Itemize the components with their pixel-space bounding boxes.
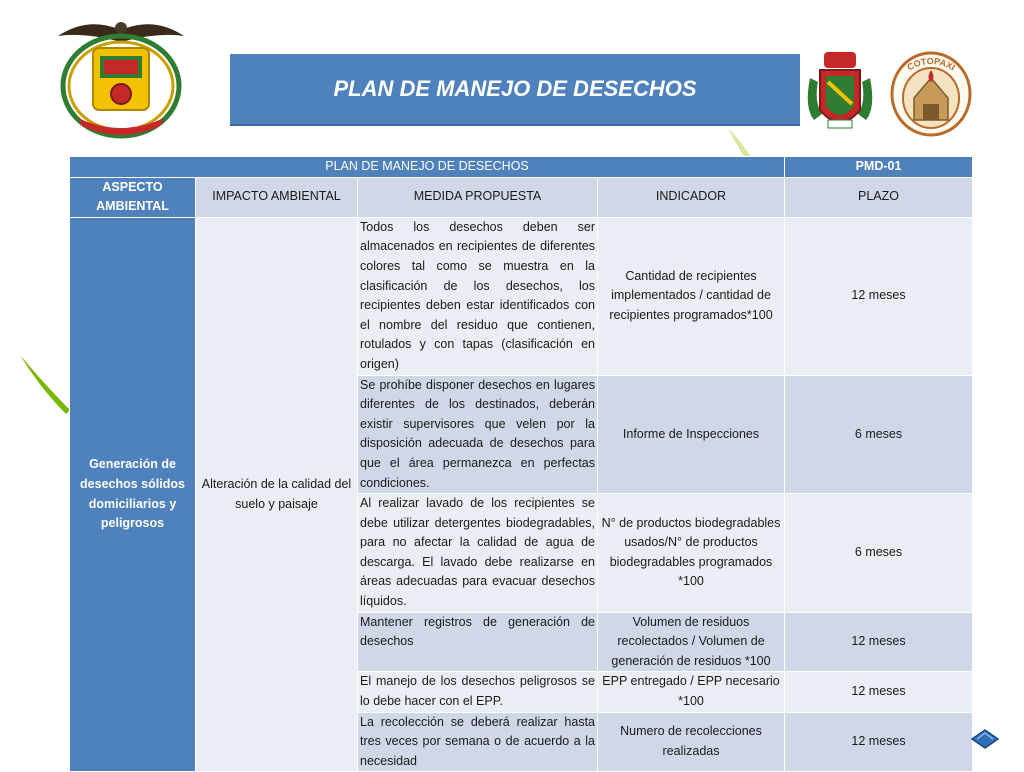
cotopaxi-label: COTOPAXI (905, 55, 957, 73)
term-cell: 6 meses (785, 375, 973, 494)
table-header-row (70, 177, 973, 217)
impact-cell: Alteración de la calidad del suelo y paisaje (196, 217, 358, 772)
term-cell: 12 meses (785, 612, 973, 672)
slide-title: PLAN DE MANEJO DE DESECHOS (333, 76, 697, 101)
indicator-cell: Numero de recolecciones realizadas (598, 712, 785, 772)
column-header-impact: IMPACTO AMBIENTAL (196, 177, 358, 217)
column-header-measure: MEDIDA PROPUESTA (358, 177, 598, 217)
municipal-coat-of-arms-logo (800, 48, 880, 136)
table-title: PLAN DE MANEJO DE DESECHOS (70, 157, 785, 178)
measure-cell: Al realizar lavado de los recipientes se debe utilizar detergentes biodegradables, para no afectar la calidad de agua de descarga. El lavado debe realizarse en áreas adecuadas para evacuar desechos líquidos. (358, 494, 598, 613)
indicator-cell: EPP entregado / EPP necesario *100 (598, 672, 785, 712)
aspect-cell: Generación de desechos sólidos domiciliarios y peligrosos (70, 217, 196, 772)
indicator-cell: Cantidad de recipientes implementados / cantidad de recipientes programados*100 (598, 217, 785, 375)
university-coat-of-arms-logo (48, 8, 194, 140)
table-code: PMD-01 (785, 157, 973, 178)
waste-management-table (69, 156, 973, 772)
term-cell: 12 meses (785, 712, 973, 772)
column-header-indicator: INDICADOR (598, 177, 785, 217)
measure-cell: La recolección se deberá realizar hasta tres veces por semana o de acuerdo a la necesidad (358, 712, 598, 772)
column-header-term: PLAZO (785, 177, 973, 217)
term-cell: 12 meses (785, 217, 973, 375)
slide-title-banner (230, 54, 800, 126)
cotopaxi-arc-text (888, 48, 974, 88)
table-title-row (70, 157, 973, 178)
term-cell: 12 meses (785, 672, 973, 712)
measure-cell: Todos los desechos deben ser almacenados en recipientes de diferentes colores tal como se muestra en la clasificación de los desechos, los recipientes deben estar identificados con el nombre del residuo que contienen, rotulados y con tapas (clasificación en origen) (358, 217, 598, 375)
indicator-cell: Volumen de residuos recolectados / Volumen de generación de residuos *100 (598, 612, 785, 672)
column-header-aspect: ASPECTO AMBIENTAL (70, 177, 196, 217)
indicator-cell: N° de productos biodegradables usados/N° de productos biodegradables programados *100 (598, 494, 785, 613)
next-slide-icon[interactable] (970, 728, 1000, 750)
term-cell: 6 meses (785, 494, 973, 613)
measure-cell: Mantener registros de generación de desechos (358, 612, 598, 672)
svg-text:COTOPAXI (905, 56, 956, 73)
measure-cell: Se prohíbe disponer desechos en lugares diferentes de los destinados, deberán existir supervisores que velen por la disposición adecuada de desechos para que el área permanezca en perfectas condiciones. (358, 375, 598, 494)
indicator-cell: Informe de Inspecciones (598, 375, 785, 494)
table-row (70, 217, 973, 375)
measure-cell: El manejo de los desechos peligrosos se lo debe hacer con el EPP. (358, 672, 598, 712)
